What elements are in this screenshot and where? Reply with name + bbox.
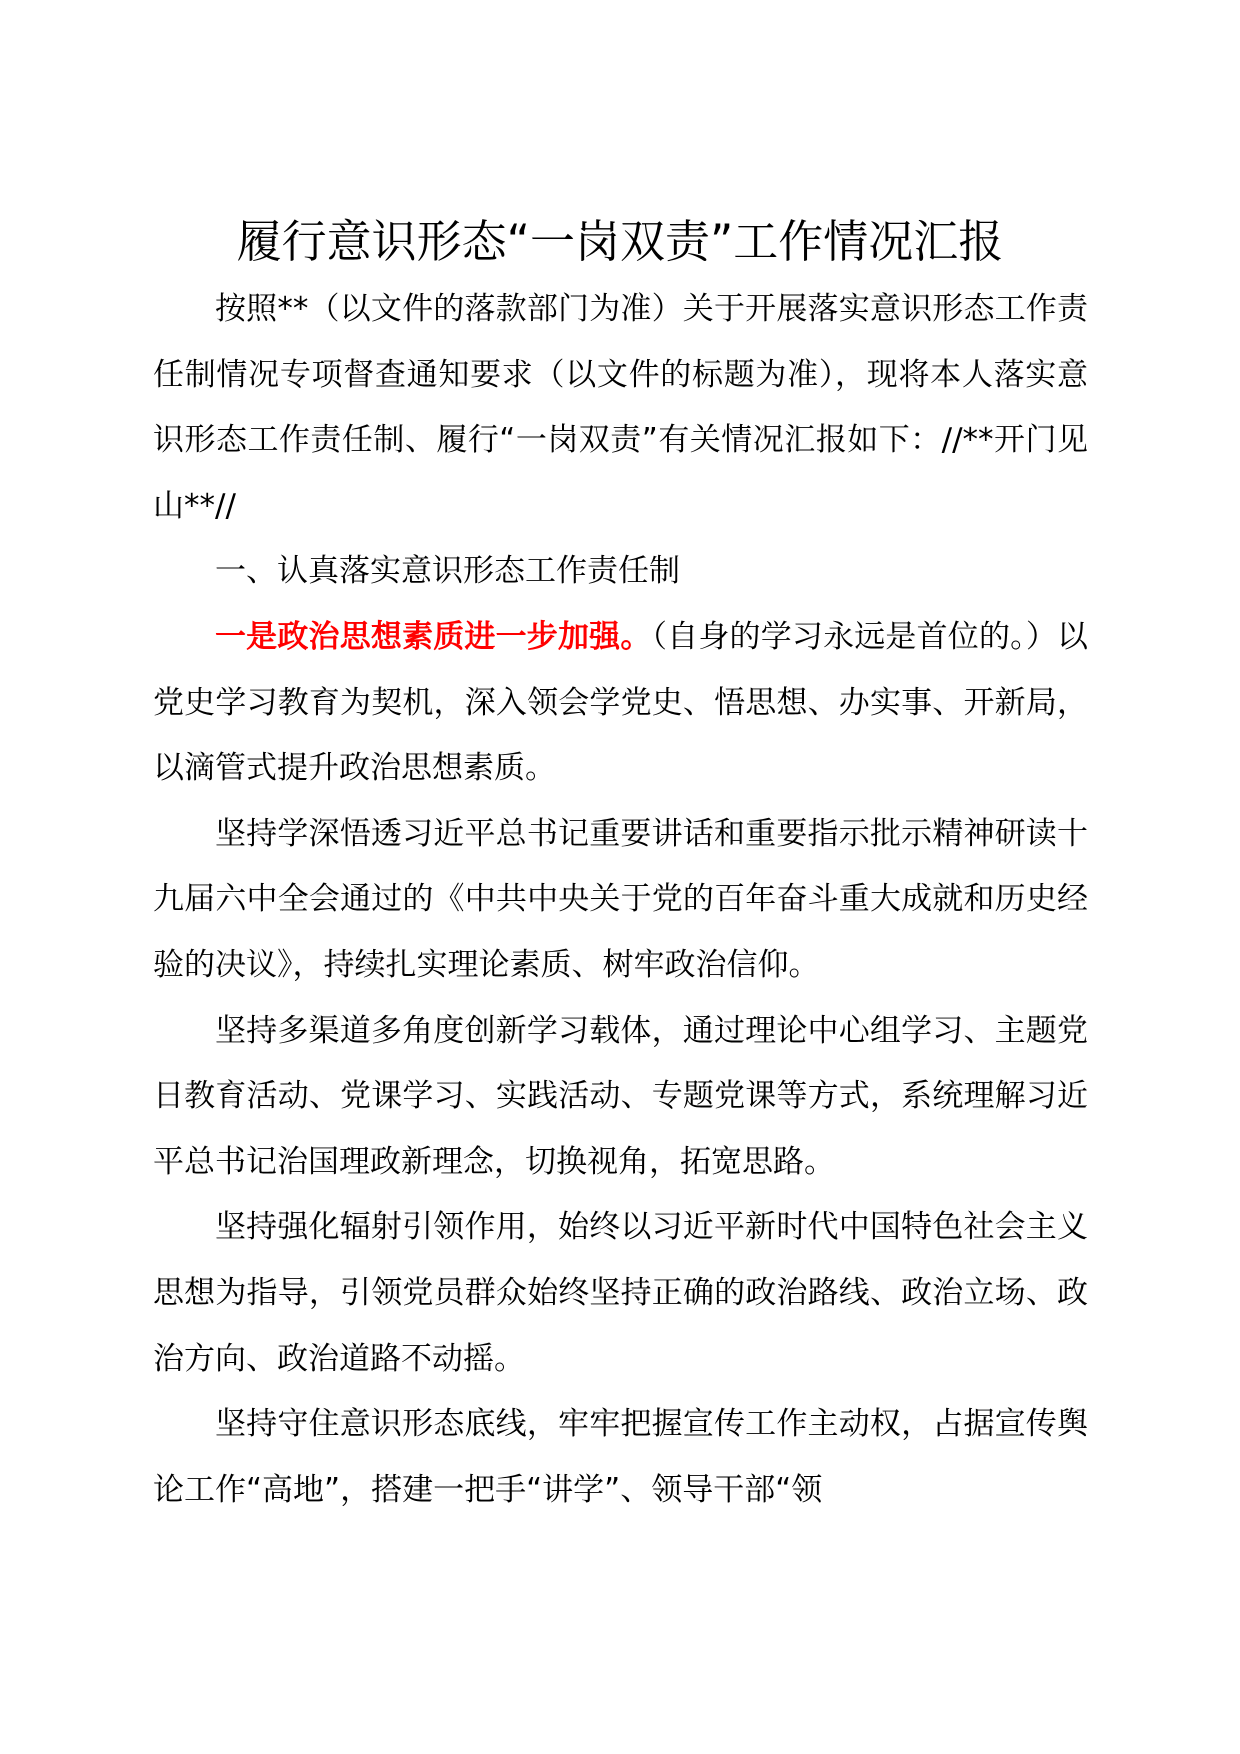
section-heading: 一、认真落实意识形态工作责任制 [215,553,680,590]
point-lead: 一是政治思想素质进一步加强。 [215,618,652,655]
point-paragraph [153,605,1088,802]
intro-paragraph: 按照**（以文件的落款部门为准）关于开展落实意识形态工作责任制情况专项督查通知要求（以文件的标题为准），现将本人落实意识形态工作责任制、履行“一岗双责”有关情况汇报如下：//**开门见山**// [153,291,1088,524]
body-paragraph: 坚持强化辐射引领作用，始终以习近平新时代中国特色社会主义思想为指导，引领党员群众始终坚持正确的政治路线、政治立场、政治方向、政治道路不动摇。 [153,1209,1088,1377]
body-paragraph: 坚持守住意识形态底线，牢牢把握宣传工作主动权，占据宣传舆论工作“高地”，搭建一把手“讲学”、领导干部“领 [153,1406,1088,1508]
document-body [153,277,1088,1523]
document-title: 履行意识形态“一岗双责”工作情况汇报 [236,215,1004,268]
point-text: （自身的学习永远是首位的。）以党史学习教育为契机，深入领会学党史、悟思想、办实事、开新局，以滴管式提升政治思想素质。 [153,618,1088,787]
body-paragraph: 坚持学深悟透习近平总书记重要讲话和重要指示批示精神研读十九届六中全会通过的《中共中央关于党的百年奋斗重大成就和历史经验的决议》，持续扎实理论素质、树牢政治信仰。 [153,815,1088,983]
body-paragraph: 坚持多渠道多角度创新学习载体，通过理论中心组学习、主题党日教育活动、党课学习、实践活动、专题党课等方式，系统理解习近平总书记治国理政新理念，切换视角，拓宽思路。 [153,1012,1088,1180]
